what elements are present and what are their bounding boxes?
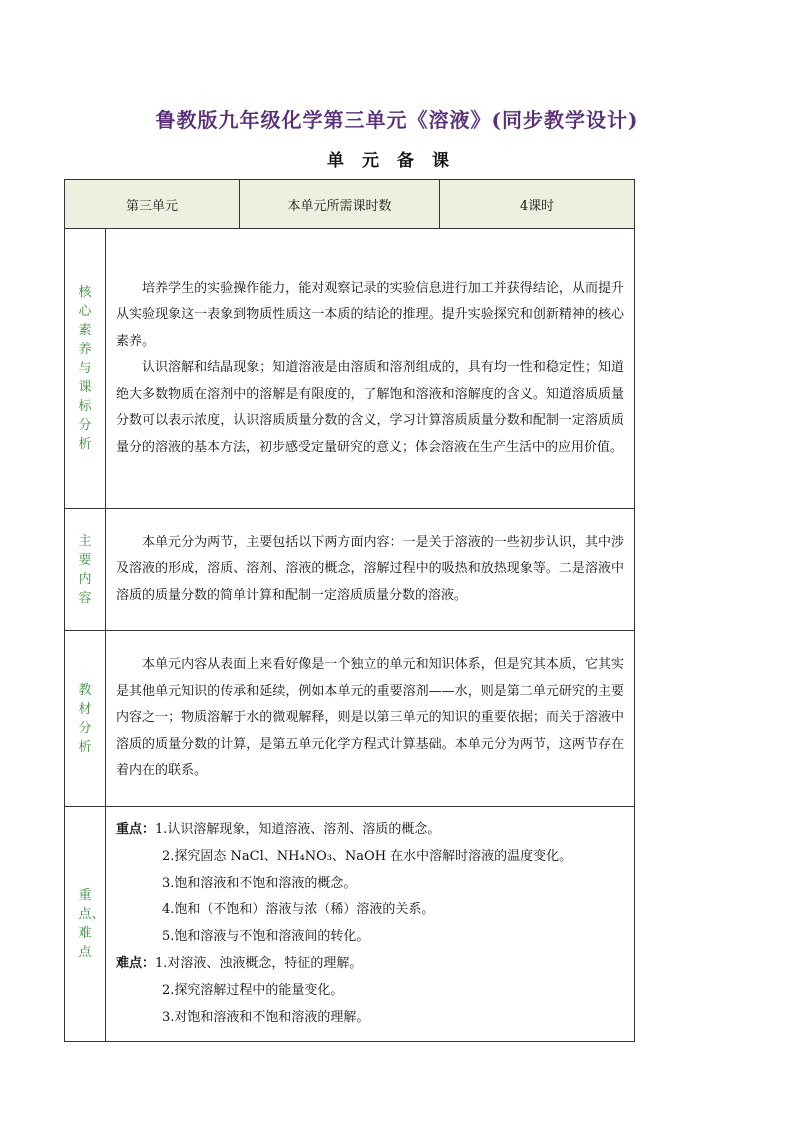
- key-item-5: 5.饱和溶液与不饱和溶液间的转化。: [162, 929, 370, 945]
- core-label-text: 核心素养与课标分析: [78, 285, 92, 452]
- hours-label-cell: 本单元所需课时数: [240, 180, 440, 229]
- unit-cell: 第三单元: [65, 180, 240, 229]
- diff-item-2: 2.探究溶解过程中的能量变化。: [162, 982, 344, 998]
- keypoints-label: [65, 807, 106, 1042]
- diff-line-1: [116, 951, 626, 978]
- key-line-1: [116, 817, 626, 844]
- diff-item-1: 1.对溶液、浊液概念，特征的理解。: [155, 955, 363, 971]
- key-label: 重点：: [116, 822, 156, 837]
- keypoints-label-text: 重点、难点: [78, 888, 105, 961]
- content-body: [106, 509, 635, 631]
- hours-value-cell: 4课时: [440, 180, 635, 229]
- content-label: [65, 509, 106, 631]
- textbook-label-text: 教材分析: [78, 682, 92, 755]
- content-row: [65, 509, 635, 631]
- keypoints-body: [106, 807, 635, 1042]
- keypoints-row: [65, 807, 635, 1042]
- core-body: [106, 229, 635, 509]
- document-title: 鲁教版九年级化学第三单元《溶液》(同步教学设计): [155, 108, 639, 132]
- textbook-label: [65, 631, 106, 807]
- core-paragraph-2: 认识溶解和结晶现象；知道溶液是由溶质和溶剂组成的，具有均一性和稳定性；知道绝大多数物质在溶剂中的溶解是有限度的，了解饱和溶液和溶解度的含义。知道溶质质量分数可以表示浓度，认识溶质质量分数的含义，学习计算溶质质量分数和配制一定溶质质量分的溶液的基本方法，初步感受定量研究的意义；体会溶液在生产生活中的应用价值。: [116, 360, 625, 455]
- diff-item-3: 3.对饱和溶液和不饱和溶液的理解。: [162, 1009, 370, 1025]
- content-paragraph-1: 本单元分为两节，主要包括以下两方面内容：一是关于溶液的一些初步认识，其中涉及溶液的形成，溶质、溶剂、溶液的概念，溶解过程中的吸热和放热现象等。二是溶液中溶质的质量分数的简单计算和配制一定溶质质量分数的溶液。: [116, 534, 625, 603]
- key-item-2: 2.探究固态 NaCl、NH₄NO₃、NaOH 在水中溶解时溶液的温度变化。: [162, 848, 573, 864]
- key-item-3: 3.饱和溶液和不饱和溶液的概念。: [162, 875, 357, 891]
- key-item-4: 4.饱和（不饱和）溶液与浓（稀）溶液的关系。: [162, 902, 435, 918]
- core-label: [65, 229, 106, 509]
- key-item-1: 1.认识溶解现象，知道溶液、溶剂、溶质的概念。: [155, 822, 441, 837]
- core-paragraph-1: 培养学生的实验操作能力，能对观察记录的实验信息进行加工并获得结论，从而提升从实验现象这一表象到物质性质这一本质的结论的推理。提升实验探究和创新精神的核心素养。: [116, 280, 625, 349]
- textbook-row: [65, 631, 635, 807]
- textbook-paragraph-1: 本单元内容从表面上来看好像是一个独立的单元和知识体系，但是究其本质，它其实是其他单元知识的传承和延续，例如本单元的重要溶剂——水，则是第二单元研究的主要内容之一；物质溶解于水的微观解释，则是以第三单元的知识的重要依据；而关于溶液中溶质的质量分数的计算，是第五单元化学方程式计算基础。本单元分为两节，这两节存在着内在的联系。: [116, 657, 625, 779]
- section-subtitle: 单元备课: [327, 151, 467, 171]
- diff-label: 难点：: [116, 955, 156, 971]
- unit-plan-table: [64, 179, 635, 1042]
- content-label-text: 主要内容: [78, 533, 92, 606]
- textbook-body: [106, 631, 635, 807]
- core-row: [65, 229, 635, 509]
- header-row: [65, 180, 635, 229]
